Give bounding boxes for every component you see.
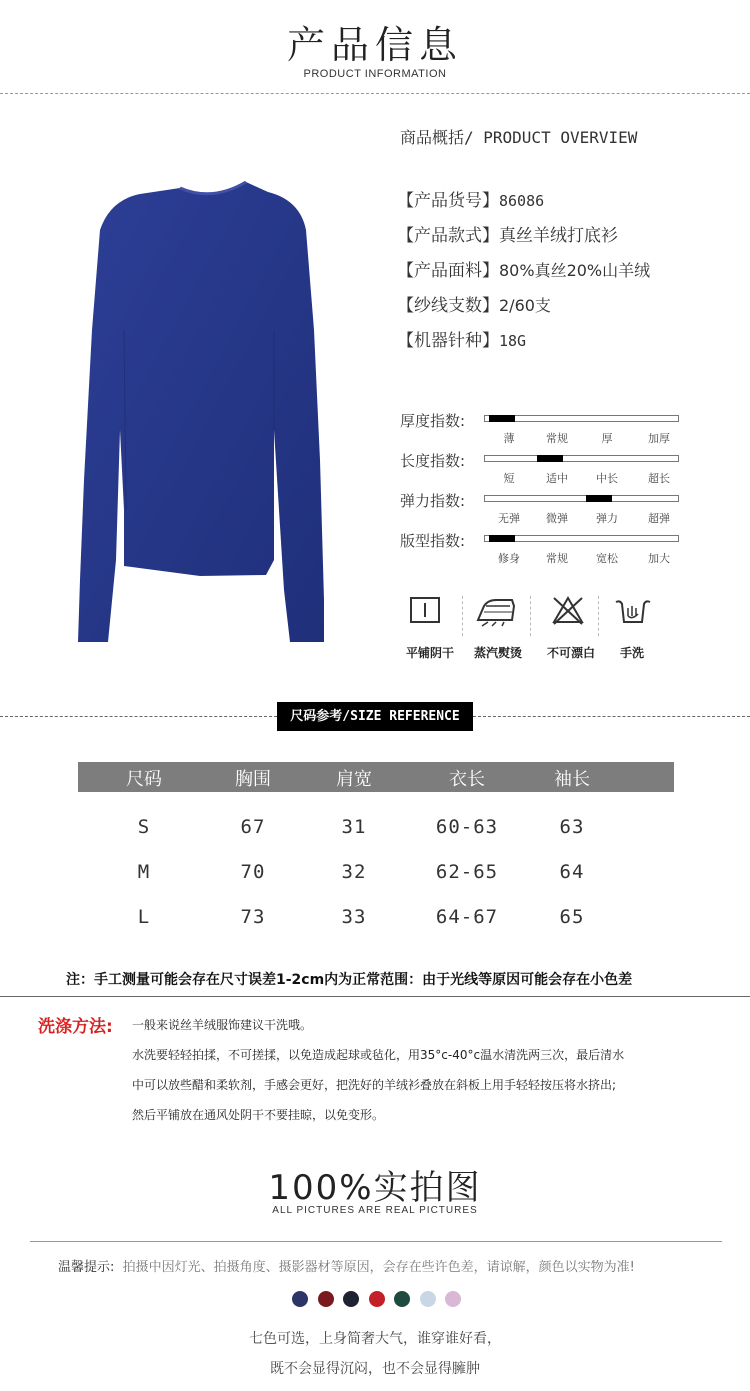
- care-divider: [598, 596, 599, 636]
- size-table-cell: 64: [559, 861, 585, 883]
- size-table-cell: 64-67: [435, 906, 499, 928]
- care-label: 不可漂白: [546, 646, 595, 660]
- size-divider-right: [473, 716, 750, 717]
- index-option: 薄: [503, 432, 515, 445]
- size-table-heading: 尺码: [126, 769, 162, 790]
- index-option: 适中: [546, 472, 568, 485]
- washing-line: 然后平铺放在通风处阴干不要挂晾，以免变形。: [132, 1108, 385, 1122]
- spec-value: 2/60支: [499, 296, 551, 315]
- spec-key: 【产品款式】: [397, 226, 499, 246]
- real-pictures-title: 100%实拍图: [268, 1168, 482, 1208]
- spec-key: 【产品面料】: [397, 261, 499, 281]
- spec-key: 【纱线支数】: [397, 296, 499, 316]
- index-label: 版型指数:: [400, 532, 466, 550]
- size-table-heading: 衣长: [449, 769, 485, 790]
- index-option: 短: [503, 472, 515, 485]
- care-divider: [462, 596, 463, 636]
- size-table-cell: 60-63: [435, 816, 499, 838]
- index-bar: [484, 455, 679, 462]
- spec-fabric: [397, 256, 650, 281]
- color-swatch[interactable]: [369, 1291, 385, 1307]
- care-divider: [530, 596, 531, 636]
- size-divider-left: [0, 716, 277, 717]
- index-bar: [484, 415, 679, 422]
- size-table-heading: 胸围: [235, 769, 271, 790]
- size-table-heading: 袖长: [554, 769, 590, 790]
- page-subtitle: PRODUCT INFORMATION: [303, 68, 447, 80]
- sweater-image: [62, 180, 342, 650]
- spec-style: [397, 221, 618, 246]
- index-label: 长度指数:: [400, 452, 466, 470]
- size-table-heading: 肩宽: [336, 769, 372, 790]
- color-swatch[interactable]: [420, 1291, 436, 1307]
- hand-wash-icon: [612, 592, 652, 632]
- tip-text: 拍摄中因灯光、拍摄角度、摄影器材等原因，会存在些许色差，请谅解，颜色以实物为准!: [122, 1260, 635, 1275]
- index-option: 超长: [648, 472, 670, 485]
- spec-value: 18G: [499, 332, 527, 350]
- color-swatch[interactable]: [318, 1291, 334, 1307]
- index-option: 常规: [546, 552, 568, 565]
- size-table-cell: S: [137, 816, 151, 838]
- spec-yarn: [397, 291, 551, 316]
- index-option: 加厚: [648, 432, 670, 445]
- flat-dry-icon: [406, 592, 446, 632]
- spec-value: 86086: [499, 192, 545, 210]
- care-label: 蒸汽熨烫: [473, 646, 522, 660]
- index-option: 中长: [596, 472, 618, 485]
- page-title: 产品信息: [286, 23, 463, 67]
- index-option: 无弹: [498, 512, 520, 525]
- overview-heading: 商品概括/ PRODUCT OVERVIEW: [400, 128, 638, 147]
- size-table-cell: 63: [559, 816, 585, 838]
- size-table-cell: L: [137, 906, 151, 928]
- index-bar: [484, 495, 679, 502]
- section-divider: [0, 996, 750, 997]
- size-table-cell: 67: [240, 816, 266, 838]
- index-marker: [489, 535, 515, 542]
- index-option: 常规: [546, 432, 568, 445]
- spec-value: 真丝羊绒打底衫: [499, 226, 618, 246]
- steam-iron-icon: [472, 592, 524, 632]
- real-pictures-subtitle: ALL PICTURES ARE REAL PICTURES: [272, 1205, 478, 1216]
- color-swatch[interactable]: [394, 1291, 410, 1307]
- spec-key: 【产品货号】: [397, 191, 499, 211]
- color-swatch[interactable]: [292, 1291, 308, 1307]
- spec-value: 80%真丝20%山羊绒: [499, 261, 651, 280]
- index-marker: [489, 415, 515, 422]
- header-divider: [0, 93, 750, 94]
- washing-line: 水洗要轻轻拍揉，不可搓揉，以免造成起球或毡化，用35°c-40°c温水清洗两三次，最后清水: [132, 1048, 625, 1062]
- size-table-cell: 62-65: [435, 861, 499, 883]
- size-table-cell: M: [137, 861, 151, 883]
- index-bar: [484, 535, 679, 542]
- spec-item-number: [397, 186, 544, 211]
- color-swatch[interactable]: [343, 1291, 359, 1307]
- spec-key: 【机器针种】: [397, 331, 499, 351]
- measurement-note: 注：手工测量可能会存在尺寸误差1-2cm内为正常范围：由于光线等原因可能会存在小色差: [66, 972, 633, 988]
- closing-line: 既不会显得沉闷，也不会显得臃肿: [270, 1361, 480, 1377]
- spec-gauge: [397, 326, 526, 351]
- washing-title: 洗涤方法:: [38, 1017, 113, 1037]
- care-label: 平铺阴干: [405, 646, 454, 660]
- size-table-cell: 65: [559, 906, 585, 928]
- color-swatch[interactable]: [445, 1291, 461, 1307]
- index-option: 弹力: [596, 512, 618, 525]
- index-option: 宽松: [596, 552, 618, 565]
- index-option: 微弹: [546, 512, 568, 525]
- index-marker: [537, 455, 563, 462]
- color-tip: [58, 1256, 635, 1275]
- closing-line: 七色可选，上身简奢大气，谁穿谁好看，: [249, 1331, 501, 1347]
- size-table-cell: 31: [341, 816, 367, 838]
- care-label: 手洗: [619, 646, 644, 660]
- tip-divider: [30, 1241, 722, 1242]
- size-table-cell: 73: [240, 906, 266, 928]
- tip-label: 温馨提示:: [58, 1260, 115, 1275]
- index-marker: [586, 495, 612, 502]
- size-table-cell: 33: [341, 906, 367, 928]
- washing-line: 中可以放些醋和柔软剂，手感会更好，把洗好的羊绒衫叠放在斜板上用手轻轻按压将水挤出;: [132, 1078, 617, 1092]
- no-bleach-icon: [548, 592, 588, 632]
- index-option: 厚: [601, 432, 613, 445]
- index-option: 超弹: [648, 512, 670, 525]
- index-option: 修身: [498, 552, 520, 565]
- index-option: 加大: [648, 552, 670, 565]
- index-label: 厚度指数:: [400, 412, 466, 430]
- size-table-cell: 70: [240, 861, 266, 883]
- size-table-cell: 32: [341, 861, 367, 883]
- washing-intro: 一般来说丝羊绒服饰建议干洗哦。: [132, 1018, 313, 1032]
- index-label: 弹力指数:: [400, 492, 466, 510]
- size-reference-label: 尺码参考/SIZE REFERENCE: [277, 702, 473, 731]
